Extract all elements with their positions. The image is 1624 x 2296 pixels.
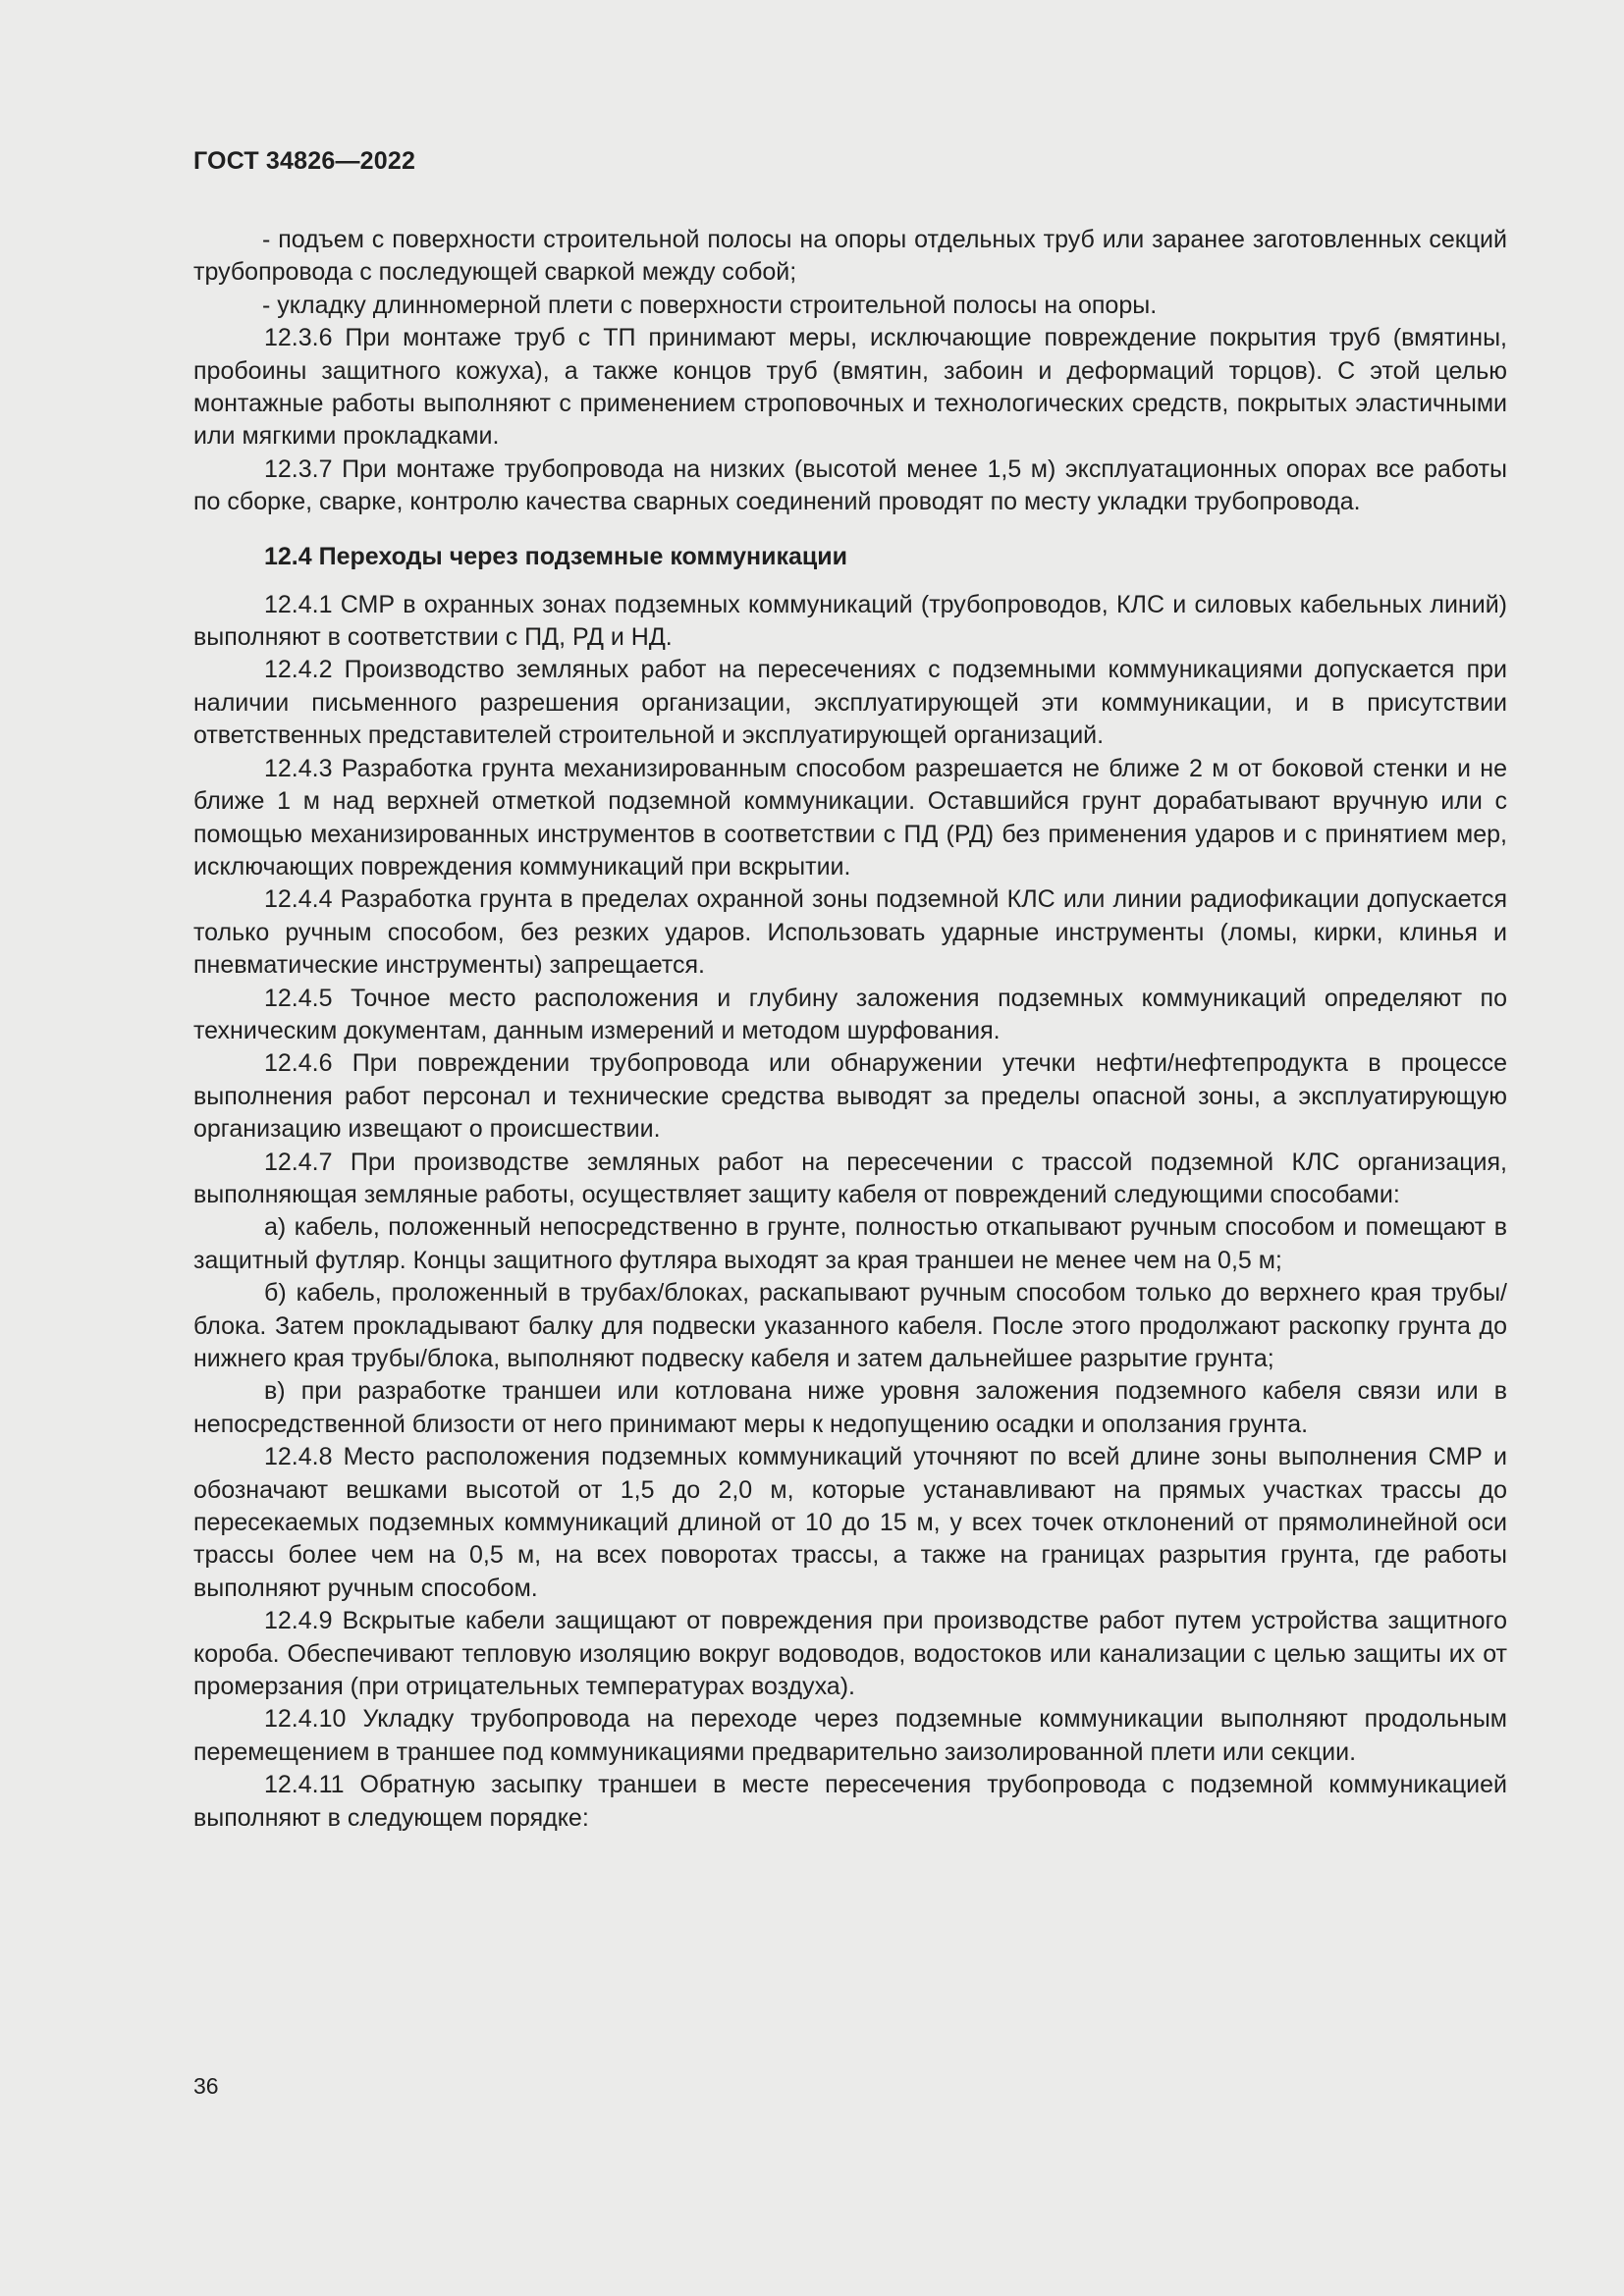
list-item-laying: - укладку длинномерной плети с поверхности строительной полосы на опоры. xyxy=(262,291,1158,319)
paragraph-12-4-4: 12.4.4 Разработка грунта в пределах охранной зоны подземной КЛС или линии радиофикации допускается только ручным способом, без резких ударов. Использовать ударные инструменты (ломы, кирки, клинья и пневматические инструменты) запрещается. xyxy=(193,885,1507,980)
paragraph-12-4-10: 12.4.10 Укладку трубопровода на переходе через подземные коммуникации выполняют продольным перемещением в траншее под коммуникациями предварительно заизолированной плети или секции. xyxy=(193,1705,1507,1766)
paragraph-12-3-6: 12.3.6 При монтаже труб с ТП принимают меры, исключающие повреждение покрытия труб (вмятины, пробоины защитного кожуха), а также концов труб (вмятин, забоин и деформаций торцов). С этой целью монтажные работы выполняют с применением строповочных и технологических средств, покрытых эластичными или мягкими прокладками. xyxy=(193,324,1507,451)
paragraph-12-4-3: 12.4.3 Разработка грунта механизированным способом разрешается не ближе 2 м от боковой стенки и не ближе 1 м над верхней отметкой подземной коммуникации. Оставшийся грунт дорабатывают вручную или с помощью механизированных инструментов в соответствии с ПД (РД) без применения ударов и с принятием мер, исключающих повреждения коммуникаций при вскрытии. xyxy=(193,754,1507,881)
list-item-v: в) при разработке траншеи или котлована ниже уровня заложения подземного кабеля связи или в непосредственной близости от него принимают меры к недопущению осадки и оползания грунта. xyxy=(193,1377,1507,1438)
paragraph-12-4-5: 12.4.5 Точное место расположения и глубину заложения подземных коммуникаций определяют по техническим документам, данным измерений и методом шурфования. xyxy=(193,984,1507,1044)
paragraph-12-3-7: 12.3.7 При монтаже трубопровода на низких (высотой менее 1,5 м) эксплуатационных опорах все работы по сборке, сварке, контролю качества сварных соединений проводят по месту укладки трубопровода. xyxy=(193,454,1507,516)
list-item-a: а) кабель, положенный непосредственно в грунте, полностью откапывают ручным способом и помещают в защитный футляр. Концы защитного футляра выходят за края траншеи не менее чем на 0,5 м; xyxy=(193,1213,1507,1274)
document-body xyxy=(193,224,1507,1835)
paragraph-12-4-7: 12.4.7 При производстве земляных работ на пересечении с трассой подземной КЛС организация, выполняющая земляные работы, осуществляет защиту кабеля от повреждений следующими способами: xyxy=(193,1148,1507,1208)
paragraph-12-4-1: 12.4.1 СМР в охранных зонах подземных коммуникаций (трубопроводов, КЛС и силовых кабельных линий) выполняют в соответствии с ПД, РД и НД. xyxy=(193,590,1507,652)
list-item-b: б) кабель, проложенный в трубах/блоках, раскапывают ручным способом только до верхнего края трубы/блока. Затем прокладывают балку для подвески указанного кабеля. После этого продолжают раскопку грунта до нижнего края трубы/блока, выполняют подвеску кабеля и затем дальнейшее разрытие грунта; xyxy=(193,1279,1507,1372)
section-heading-12-4: 12.4 Переходы через подземные коммуникации xyxy=(264,542,848,570)
paragraph-12-4-9: 12.4.9 Вскрытые кабели защищают от повреждения при производстве работ путем устройства защитного короба. Обеспечивают тепловую изоляцию вокруг водоводов, водостоков или канализации с целью защиты их от промерзания (при отрицательных температурах воздуха). xyxy=(193,1607,1507,1701)
document-header: ГОСТ 34826—2022 xyxy=(193,147,416,175)
paragraph-12-4-6: 12.4.6 При повреждении трубопровода или обнаружении утечки нефти/нефтепродукта в процессе выполнения работ персонал и технические средства выводят за пределы опасной зоны, а эксплуатирующую организацию извещают о происшествии. xyxy=(193,1049,1507,1144)
page-number: 36 xyxy=(193,2073,219,2099)
paragraph-12-4-11: 12.4.11 Обратную засыпку траншеи в месте пересечения трубопровода с подземной коммуникацией выполняют в следующем порядке: xyxy=(193,1771,1507,1832)
paragraph-12-4-8: 12.4.8 Место расположения подземных коммуникаций уточняют по всей длине зоны выполнения СМР и обозначают вешками высотой от 1,5 до 2,0 м, которые устанавливают на прямых участках трассы до пересекаемых подземных коммуникаций длиной от 10 до 15 м, у всех точек отклонений от прямолинейной оси трассы более чем на 0,5 м, на всех поворотах трассы, а также на границах разрытия грунта, где работы выполняют ручным способом. xyxy=(193,1443,1507,1602)
paragraph-12-4-2: 12.4.2 Производство земляных работ на пересечениях с подземными коммуникациями допускается при наличии письменного разрешения организации, эксплуатирующей эти коммуникации, и в присутствии ответственных представителей строительной и эксплуатирующей организаций. xyxy=(193,656,1507,750)
list-item-lift: - подъем с поверхности строительной полосы на опоры отдельных труб или заранее заготовленных секций трубопровода с последующей сваркой между собой; xyxy=(193,226,1507,287)
